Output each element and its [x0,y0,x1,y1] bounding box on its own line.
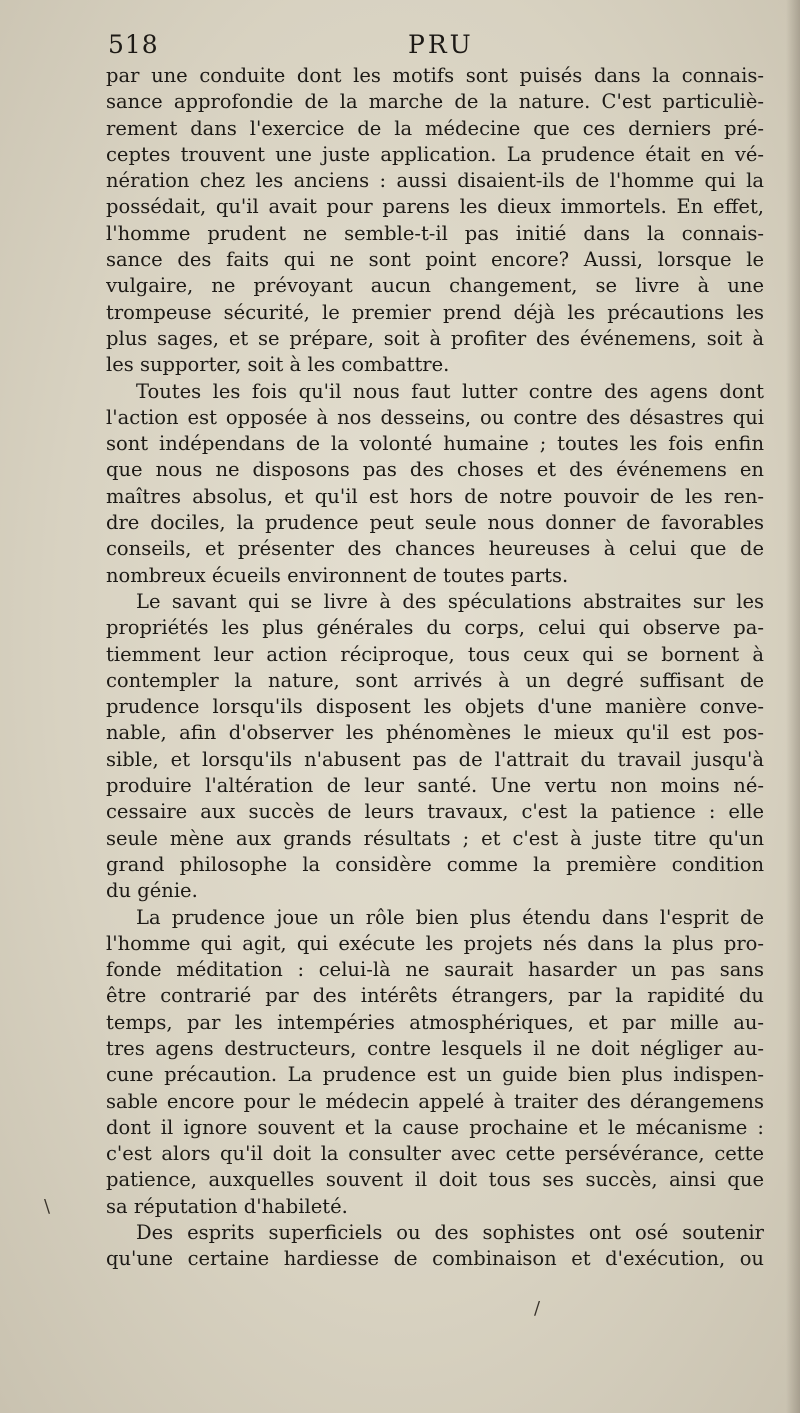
text-line: Des esprits superficiels ou des sophistes ont osé soutenir [136,1221,764,1245]
text-line: l'homme qui agit, qui exécute les projets nés dans la plus pro- [106,931,764,955]
text-line: temps, par les intempéries atmosphériques, et par mille au- [106,1010,764,1034]
text-line: produire l'altération de leur santé. Une vertu non moins né- [106,774,764,798]
text-line: maîtres absolus, et qu'il est hors de notre pouvoir de les ren- [106,484,764,508]
text-line: sont indépendans de la volonté humaine ; toutes les fois enfin [106,432,764,456]
text-line: patience, auxquelles souvent il doit tous ses succès, ainsi que [106,1168,764,1192]
page-edge-shadow [786,0,800,1413]
text-line: cessaire aux succès de leurs travaux, c'est la patience : elle [106,800,764,824]
text-line: sable encore pour le médecin appelé à traiter des dérangemens [106,1089,764,1113]
stray-mark: \ [44,1196,51,1217]
body-text [106,63,764,1273]
text-line: Le savant qui se livre à des spéculations abstraites sur les [136,589,764,613]
text-line: fonde méditation : celui-là ne saurait hasarder un pas sans [106,958,764,982]
text-line: ceptes trouvent une juste application. La prudence était en vé- [106,142,764,166]
text-line: les supporter, soit à les combattre. [106,353,450,377]
running-head: PRU [408,30,474,59]
text-line: possédait, qu'il avait pour parens les dieux immortels. En effet, [106,195,764,219]
text-line: dre dociles, la prudence peut seule nous donner de favorables [106,511,764,535]
text-line: sance approfondie de la marche de la nature. C'est particuliè- [106,90,764,114]
text-line: nération chez les anciens : aussi disaient-ils de l'homme qui la [106,169,764,193]
text-line: plus sages, et se prépare, soit à profiter des événemens, soit à [106,326,764,350]
text-line: l'homme prudent ne semble-t-il pas initié dans la connais- [106,221,764,245]
text-line: rement dans l'exercice de la médecine que ces derniers pré- [106,116,764,140]
page-number: 518 [108,30,159,59]
stray-mark: / [534,1298,541,1319]
text-line: seule mène aux grands résultats ; et c'est à juste titre qu'un [106,826,764,850]
text-line: nombreux écueils environnent de toutes parts. [106,563,569,587]
text-line: tres agens destructeurs, contre lesquels il ne doit négliger au- [106,1036,764,1060]
text-line: tiemment leur action réciproque, tous ceux qui se bornent à [106,642,764,666]
text-line: du génie. [106,879,198,903]
text-line: trompeuse sécurité, le premier prend déjà les précautions les [106,300,764,324]
text-line: sance des faits qui ne sont point encore? Aussi, lorsque le [106,248,764,272]
text-line: que nous ne disposons pas des choses et des événemens en [106,458,764,482]
text-line: dont il ignore souvent et la cause prochaine et le mécanisme : [106,1115,764,1139]
page-header [108,30,768,64]
text-line: cune précaution. La prudence est un guide bien plus indispen- [106,1063,764,1087]
text-line: contempler la nature, sont arrivés à un degré suffisant de [106,668,764,692]
text-line: nable, afin d'observer les phénomènes le mieux qu'il est pos- [106,721,764,745]
text-line: conseils, et présenter des chances heureuses à celui que de [106,537,764,561]
text-line: c'est alors qu'il doit la consulter avec cette persévérance, cette [106,1142,764,1166]
text-line: sible, et lorsqu'ils n'abusent pas de l'attrait du travail jusqu'à [106,747,764,771]
text-line: propriétés les plus générales du corps, celui qui observe pa- [106,616,764,640]
text-line: sa réputation d'habileté. [106,1194,348,1218]
text-line: grand philosophe la considère comme la première condition [106,852,764,876]
text-line: par une conduite dont les motifs sont puisés dans la connais- [106,64,764,87]
text-line: être contrarié par des intérêts étrangers, par la rapidité du [106,984,764,1008]
text-line: qu'une certaine hardiesse de combinaison et d'exécution, ou [106,1247,764,1271]
text-line: Toutes les fois qu'il nous faut lutter contre des agens dont [136,379,764,403]
text-line: prudence lorsqu'ils disposent les objets d'une manière conve- [106,695,764,719]
text-line: l'action est opposée à nos desseins, ou contre des désastres qui [106,405,764,429]
text-line: vulgaire, ne prévoyant aucun changement, se livre à une [106,274,764,298]
text-line: La prudence joue un rôle bien plus étendu dans l'esprit de [136,905,764,929]
